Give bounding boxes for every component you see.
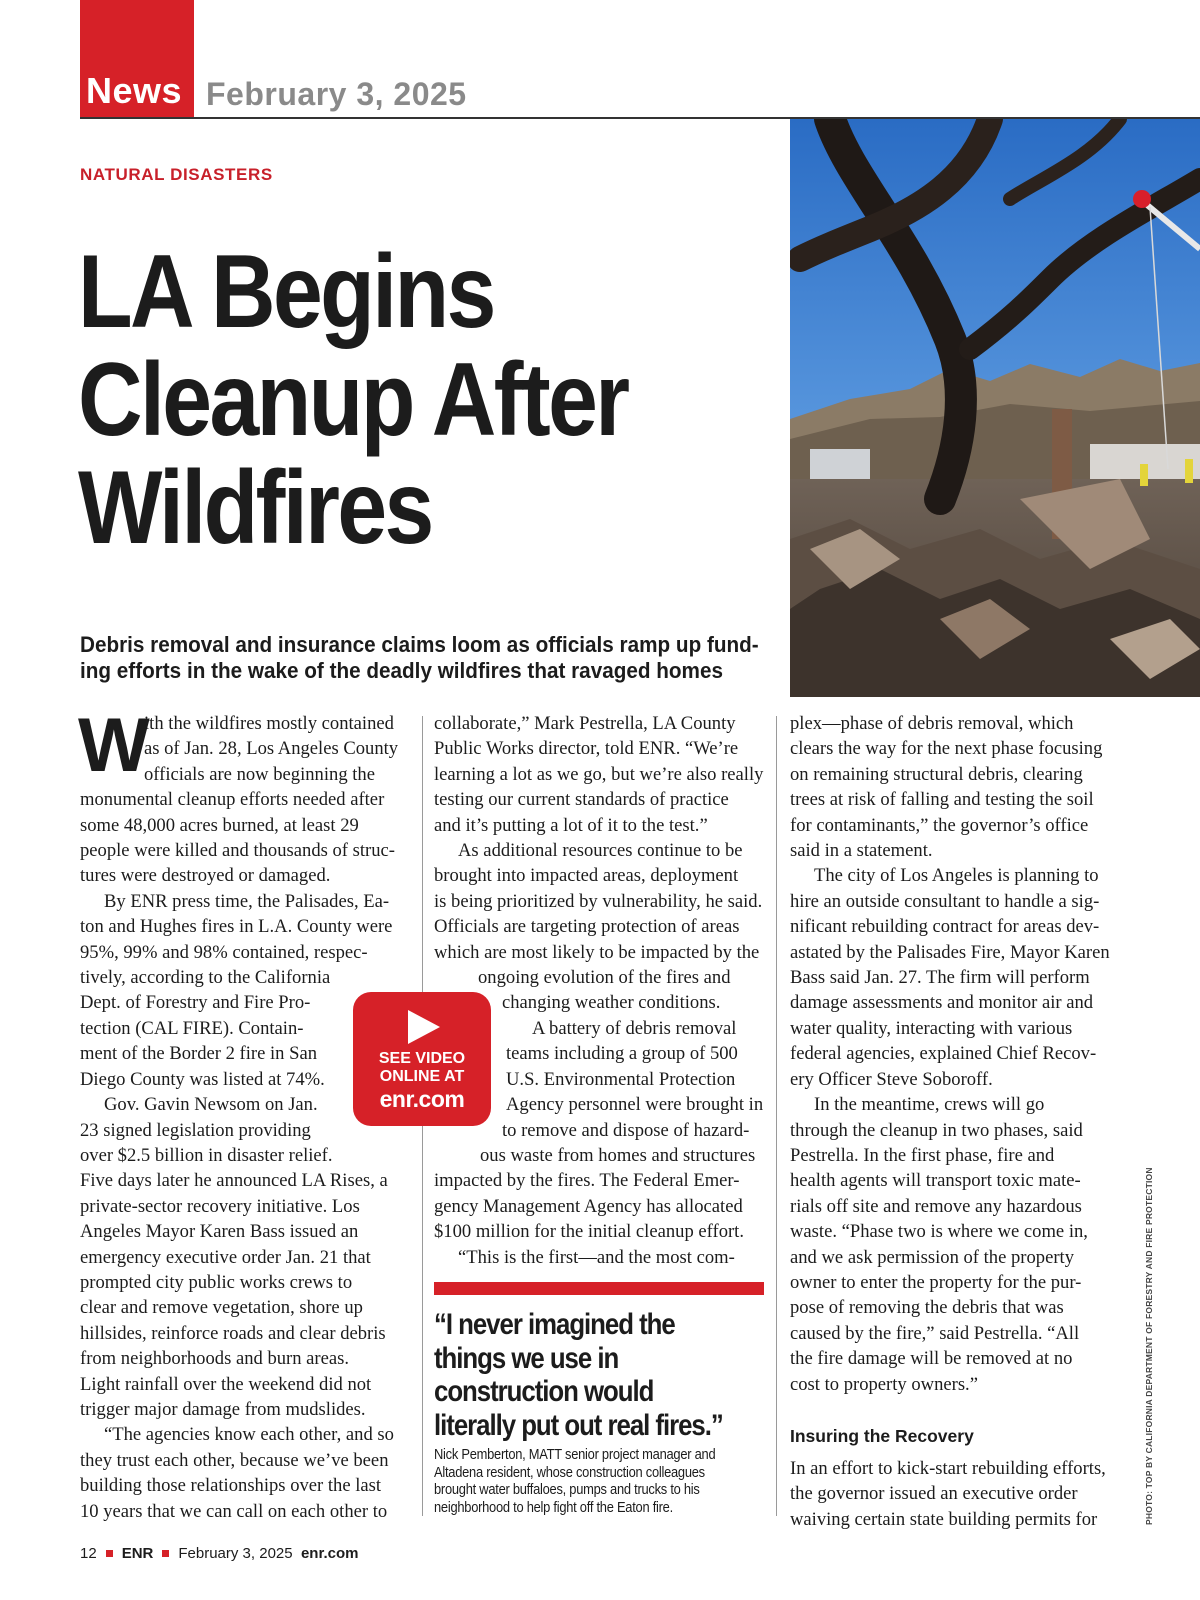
section-label: News [86, 70, 183, 111]
body-line: through the cleanup in two phases, said [790, 1119, 1083, 1141]
pull-quote-attribution [434, 1446, 761, 1516]
photo-credit: PHOTO: TOP BY CALIFORNIA DEPARTMENT OF FORESTRY AND FIRE PROTECTION [1144, 1167, 1154, 1525]
attribution-line: brought water buffaloes, pumps and trucks to his [434, 1481, 700, 1498]
body-line: the governor issued an executive order [790, 1483, 1078, 1505]
body-line: rials off site and remove any hazardous [790, 1195, 1082, 1217]
body-line: for contaminants,” the governor’s office [790, 814, 1089, 836]
body-line: Gov. Gavin Newsom on Jan. [104, 1094, 318, 1116]
video-site: enr.com [379, 1086, 465, 1112]
body-line: impacted by the fires. The Federal Emer- [434, 1170, 740, 1192]
headline-line: LA Begins [78, 234, 494, 350]
body-line: officials are now beginning the [144, 763, 375, 785]
body-column-1 [80, 711, 398, 1524]
subhead: Insuring the Recovery [790, 1426, 974, 1446]
body-column-2 [434, 711, 763, 1270]
body-line: caused by the fire,” said Pestrella. “All [790, 1322, 1080, 1344]
body-line: ery Officer Steve Soboroff. [790, 1068, 993, 1090]
video-label-line: ONLINE AT [379, 1068, 465, 1085]
body-line: water quality, interacting with various [790, 1017, 1073, 1039]
pull-quote-line: “I never imagined the [434, 1308, 675, 1341]
attribution-line: Nick Pemberton, MATT senior project manager and [434, 1446, 716, 1463]
body-line: ment of the Border 2 fire in San [80, 1043, 318, 1065]
body-line: and it’s putting a lot of it to the test.” [434, 814, 708, 836]
body-line: By ENR press time, the Palisades, Ea- [104, 890, 390, 912]
body-line: on remaining structural debris, clearing [790, 763, 1083, 785]
body-line: teams including a group of 500 [506, 1043, 738, 1065]
body-line: people were killed and thousands of struc- [80, 840, 395, 862]
body-line: over $2.5 billion in disaster relief. [80, 1144, 333, 1166]
body-line: to remove and dispose of hazard- [502, 1119, 750, 1141]
body-line: trees at risk of falling and testing the soil [790, 789, 1094, 811]
video-label-line: SEE VIDEO [378, 1050, 466, 1067]
body-line: health agents will transport toxic mate- [790, 1170, 1081, 1192]
body-line: tection (CAL FIRE). Contain- [80, 1017, 304, 1039]
body-line: as of Jan. 28, Los Angeles County [144, 738, 399, 760]
body-line: As additional resources continue to be [458, 840, 743, 862]
body-line: Pestrella. In the first phase, fire and [790, 1144, 1055, 1166]
body-line: said in a statement. [790, 840, 933, 862]
body-line: hillsides, reinforce roads and clear debris [80, 1322, 386, 1344]
body-line: emergency executive order Jan. 21 that [80, 1246, 371, 1268]
body-line: 10 years that we can call on each other to [80, 1500, 388, 1522]
body-line: cost to property owners.” [790, 1373, 978, 1395]
body-line: some 48,000 acres burned, at least 29 [80, 814, 359, 836]
body-line: gency Management Agency has allocated [434, 1195, 743, 1217]
deck-line: ing efforts in the wake of the deadly wildfires that ravaged homes [80, 658, 723, 683]
attribution-line: Altadena resident, whose construction colleagues [434, 1463, 705, 1481]
body-line: Light rainfall over the weekend did not [80, 1373, 372, 1395]
body-line: 23 signed legislation providing [80, 1119, 311, 1141]
body-line: private-sector recovery initiative. Los [80, 1195, 360, 1217]
drop-cap: W [78, 703, 150, 788]
body-line: nificant rebuilding contract for areas dev- [790, 916, 1100, 938]
issue-date: February 3, 2025 [206, 76, 467, 112]
body-line: they trust each other, because we’ve been [80, 1449, 389, 1471]
wildfire-debris-photo [790, 119, 1200, 697]
body-line: Bass said Jan. 27. The firm will perform [790, 967, 1090, 989]
body-column-3 [790, 711, 1110, 1397]
body-line: Dept. of Forestry and Fire Pro- [80, 992, 311, 1014]
footer-separator [106, 1550, 113, 1557]
body-line: plex—phase of debris removal, which [790, 713, 1074, 734]
body-line: monumental cleanup efforts needed after [80, 789, 385, 811]
headline [78, 234, 697, 566]
body-line: Diego County was listed at 74%. [80, 1068, 325, 1090]
pull-quote [434, 1308, 744, 1442]
body-line: learning a lot as we go, but we’re also really [434, 763, 764, 785]
body-line: clears the way for the next phase focusing [790, 738, 1103, 760]
body-line: Five days later he announced LA Rises, a [80, 1170, 388, 1192]
kicker: NATURAL DISASTERS [80, 165, 273, 184]
body-line: In an effort to kick-start rebuilding efforts, [790, 1458, 1106, 1479]
body-line: hire an outside consultant to handle a sig- [790, 890, 1100, 912]
body-line: prompted city public works crews to [80, 1271, 353, 1293]
body-line: U.S. Environmental Protection [506, 1068, 736, 1090]
headline-line: Cleanup After [78, 342, 628, 458]
body-line: pose of removing the debris that was [790, 1297, 1064, 1319]
pull-quote-line: literally put out real fires.” [434, 1408, 723, 1442]
body-line: A battery of debris removal [532, 1017, 737, 1039]
body-line: federal agencies, explained Chief Recov- [790, 1043, 1097, 1065]
body-line: Angeles Mayor Karen Bass issued an [80, 1221, 359, 1243]
body-line: $100 million for the initial cleanup effort. [434, 1221, 744, 1243]
body-line: In the meantime, crews will go [814, 1094, 1045, 1116]
body-line: Agency personnel were brought in [506, 1094, 764, 1116]
body-line: building those relationships over the last [80, 1475, 382, 1497]
body-line: is being prioritized by vulnerability, he said. [434, 890, 763, 912]
body-line: 95%, 99% and 98% contained, respec- [80, 941, 368, 963]
body-line: damage assessments and monitor air and [790, 992, 1094, 1014]
footer-site-link[interactable]: enr.com [300, 1545, 359, 1562]
body-line: Officials are targeting protection of areas [434, 916, 740, 938]
footer-brand: ENR [121, 1545, 154, 1562]
body-line: “The agencies know each other, and so [104, 1424, 394, 1446]
pull-quote-line: things we use in [434, 1341, 619, 1375]
body-line: ith the wildfires mostly contained [144, 713, 394, 734]
body-line: brought into impacted areas, deployment [434, 865, 739, 887]
body-column-3-continued [790, 1456, 1106, 1532]
body-line: The city of Los Angeles is planning to [814, 865, 1099, 887]
body-line: testing our current standards of practice [434, 789, 729, 811]
body-line: clear and remove vegetation, shore up [80, 1297, 363, 1319]
deck-line: Debris removal and insurance claims loom as officials ramp up fund- [80, 632, 759, 657]
footer-separator [162, 1550, 169, 1557]
column-rule [776, 716, 777, 1516]
body-line: ongoing evolution of the fires and [478, 967, 731, 989]
body-line: and we ask permission of the property [790, 1246, 1074, 1268]
body-line: which are most likely to be impacted by the [434, 941, 760, 963]
body-line: “This is the first—and the most com- [458, 1246, 735, 1268]
body-line: Public Works director, told ENR. “We’re [434, 738, 739, 760]
body-line: waste. “Phase two is where we come in, [790, 1221, 1088, 1243]
deck [80, 632, 759, 684]
body-line: owner to enter the property for the pur- [790, 1271, 1082, 1293]
body-line: ton and Hughes fires in L.A. County were [80, 916, 393, 938]
page-number: 12 [80, 1545, 97, 1562]
body-line: changing weather conditions. [502, 992, 721, 1014]
body-line: astated by the Palisades Fire, Mayor Karen [790, 941, 1110, 963]
body-line: collaborate,” Mark Pestrella, LA County [434, 713, 736, 734]
footer-date: February 3, 2025 [178, 1545, 293, 1562]
pull-quote-rule [434, 1282, 764, 1295]
page-footer [80, 1545, 358, 1562]
headline-line: Wildfires [78, 450, 432, 566]
body-line: waiving certain state building permits for [790, 1508, 1098, 1530]
body-line: ous waste from homes and structures [480, 1144, 756, 1166]
body-line: the fire damage will be removed at no [790, 1348, 1073, 1370]
attribution-line: neighborhood to help fight off the Eaton fire. [434, 1498, 673, 1516]
pull-quote-line: construction would [434, 1375, 654, 1408]
body-line: trigger major damage from mudslides. [80, 1398, 366, 1420]
body-line: tively, according to the California [80, 967, 331, 989]
body-line: tures were destroyed or damaged. [80, 865, 331, 887]
body-line: from neighborhoods and burn areas. [80, 1348, 350, 1370]
